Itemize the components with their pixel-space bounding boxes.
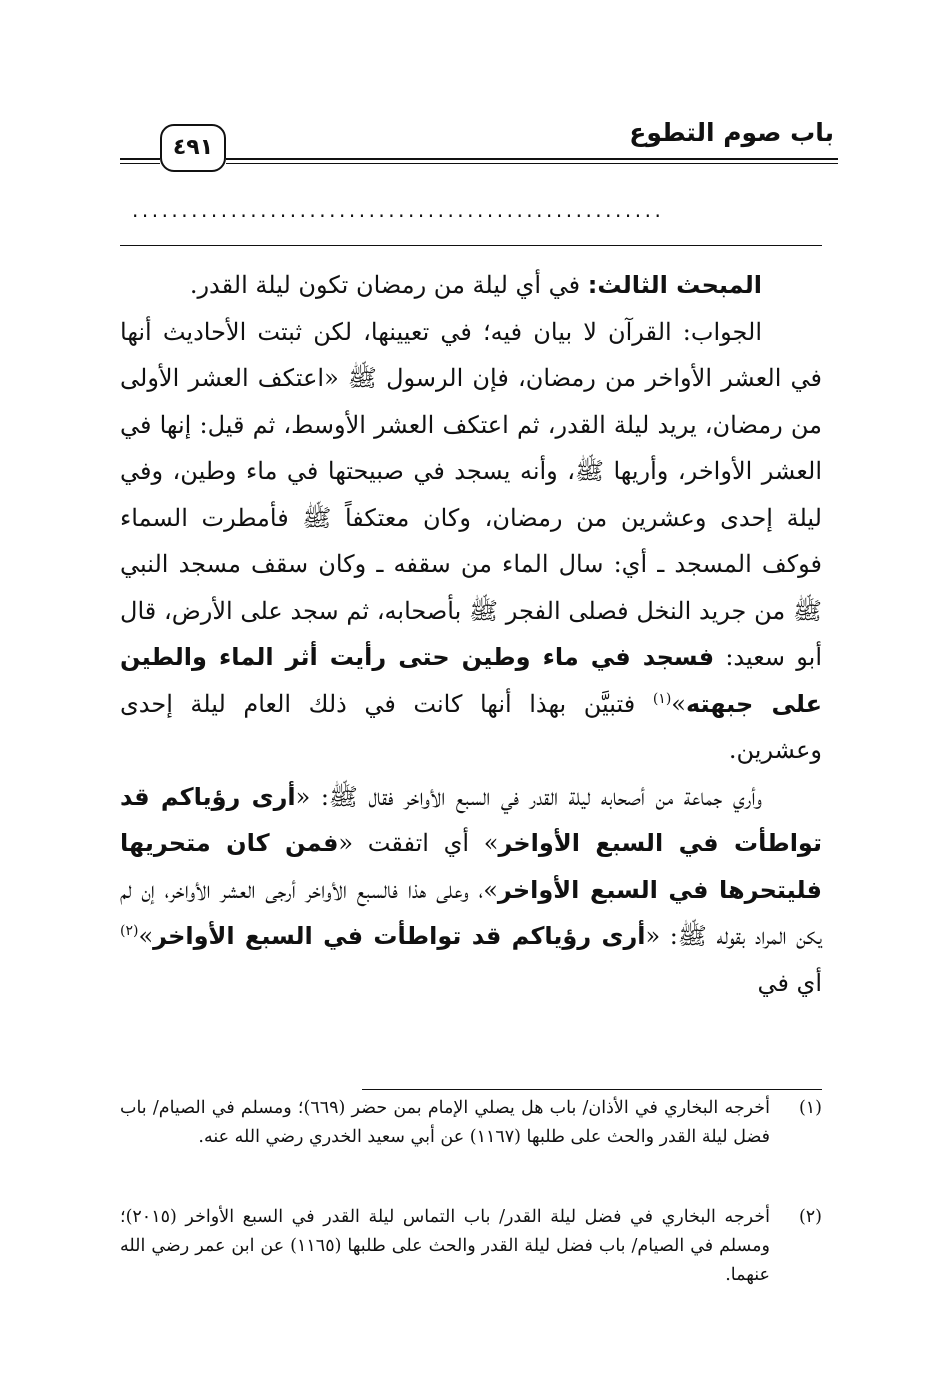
footnote-ref-1[interactable]: (١) — [652, 690, 672, 707]
header-rule-left — [120, 158, 160, 160]
section-heading: المبحث الثالث: — [587, 271, 762, 299]
answer-conclusion: فتبيَّن بهذا أنها كانت في ذلك العام ليلة إحدى وعشرين. — [120, 689, 822, 764]
main-text — [120, 262, 822, 1006]
hadith-quote: أرى رؤياكم قد تواطأت في السبع الأواخر — [153, 922, 646, 950]
ellipsis-line: ...................................................... — [132, 198, 665, 222]
header-rule-right-thin — [226, 163, 838, 164]
quote-close: » — [138, 922, 154, 950]
paragraph-question — [120, 262, 822, 309]
footnote-text: أخرجه البخاري في فضل ليلة القدر/ باب التماس ليلة القدر في السبع الأواخر (٢٠١٥)؛ ومسلم في الصيام/ باب فضل ليلة القدر والحث على طلبها (١١٦٥) عن ابن عمر رضي الله عنهما. — [120, 1207, 770, 1285]
header-rule-left-thin — [120, 163, 160, 164]
footnote-ref-2[interactable]: (٢) — [120, 923, 139, 939]
chapter-title: باب صوم التطوع — [629, 118, 834, 147]
hadith-quote: فمن كان متحريها فليتحرها في السبع الأواخر — [120, 829, 822, 904]
hadith-quote: أرى رؤياكم قد تواطأت في السبع الأواخر — [120, 782, 822, 857]
footnote-1 — [120, 1094, 822, 1152]
page-number: ٤٩١ — [160, 124, 226, 172]
footnote-number: (١) — [798, 1098, 822, 1118]
hadith-quote: فسجد في ماء وطين حتى رأيت أثر الماء والطين على جبهته — [120, 643, 823, 718]
footnote-2 — [120, 1203, 822, 1290]
header-rule-right — [226, 158, 838, 160]
quote-close: » — [671, 689, 686, 718]
footnote-text: أخرجه البخاري في الأذان/ باب هل يصلي الإمام بمن حضر (٦٦٩)؛ ومسلم في الصيام/ باب فضل ليلة القدر والحث على طلبها (١١٦٧) عن أبي سعيد الخدري رضي الله عنه. — [120, 1098, 770, 1147]
seven-nights-text: أي في — [757, 968, 822, 997]
seven-nights-text: »، وعلى هذا فالسبع الأواخر أرجى العشر الأواخر، إن لم يكن المراد بقوله ﷺ: « — [120, 875, 822, 950]
paragraph-seven-nights — [120, 774, 822, 1007]
footnote-number: (٢) — [798, 1207, 822, 1227]
seven-nights-text: وأري جماعة من أصحابه ليلة القدر في السبع الأواخر فقال ﷺ: « — [295, 782, 762, 811]
footnote-rule — [362, 1089, 822, 1090]
section-divider — [120, 245, 822, 246]
seven-nights-text: » أي اتفقت « — [338, 829, 499, 857]
paragraph-answer — [120, 309, 822, 774]
question-text: في أي ليلة من رمضان تكون ليلة القدر. — [189, 271, 588, 299]
answer-text: الجواب: القرآن لا بيان فيه؛ في تعيينها، لكن ثبتت الأحاديث أنها في العشر الأواخر من رمضان، فإن الرسول ﷺ «اعتكف العشر الأولى من رمضان، يريد ليلة القدر، ثم اعتكف العشر الأوسط، ثم قيل: إنها في العشر الأواخر، وأريها ﷺ، وأنه يسجد في صبيحتها في ماء وطين، وفي ليلة إحدى وعشرين من رمضان، وكان معتكفاً ﷺ فأمطرت السماء فوكف المسجد ـ أي: سال الماء من سقفه ـ وكان سقف مسجد النبي ﷺ من جريد النخل فصلى الفجر ﷺ بأصحابه، ثم سجد على الأرض، قال أبو سعيد: — [120, 317, 822, 671]
